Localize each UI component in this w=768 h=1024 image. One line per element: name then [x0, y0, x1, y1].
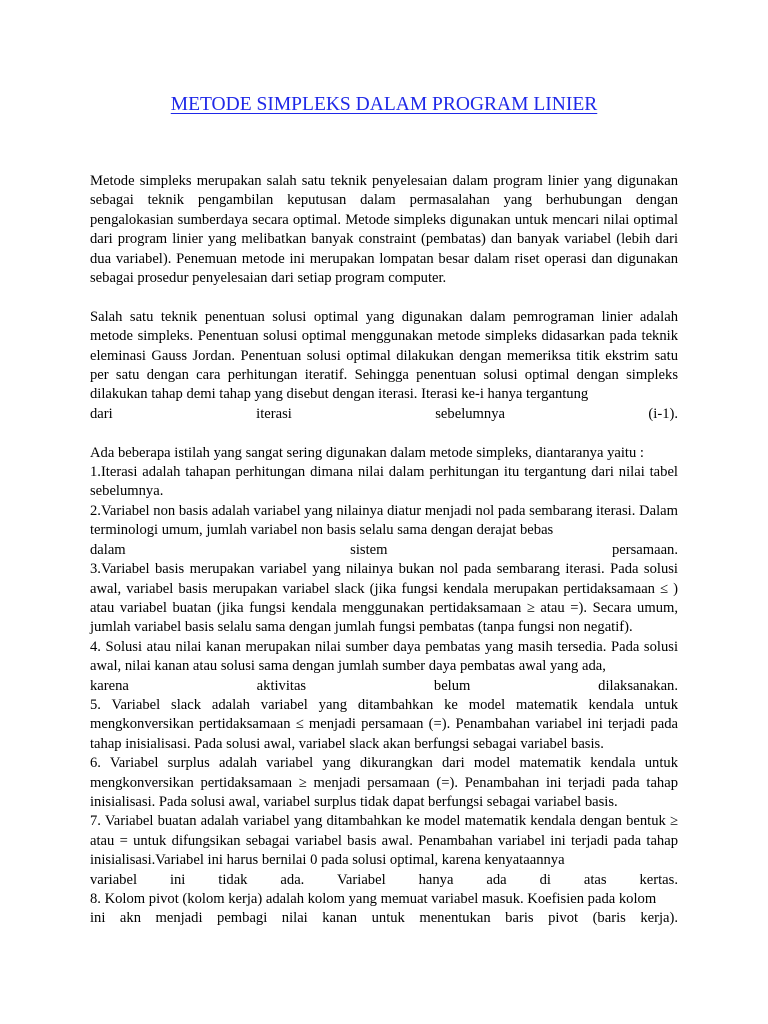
term-item-4-last-line: karena aktivitas belum dilaksanakan. — [90, 677, 678, 694]
term-item-4-text: 4. Solusi atau nilai kanan merupakan nilai sumber daya pembatas yang masih tersedia. Pada solusi awal, nilai kanan atau solusi sama dengan jumlah sumber daya pembatas awal yang ada, — [90, 638, 678, 675]
document-title — [90, 92, 678, 118]
paragraph-2-last-line: dari iterasi sebelumnya (i-1). — [90, 405, 678, 422]
term-item-6: 6. Variabel surplus adalah variabel yang dikurangkan dari model matematik kendala untuk mengkonversikan pertidaksamaan ≥ menjadi persamaan (=). Penambahan ini terjadi pada tahap inisialisasi. Pada solusi awal, variabel surplus tidak dapat berfungsi sebagai variabel basis. — [90, 755, 678, 810]
term-item-4 — [90, 638, 678, 696]
term-item-8 — [90, 890, 678, 929]
paragraph-2-text: Salah satu teknik penentuan solusi optimal yang digunakan dalam pemrograman linier adalah metode simpleks. Penentuan solusi optimal menggunakan metode simpleks didasarkan pada teknik eleminasi Gauss Jordan. Penentuan solusi optimal dilakukan dengan memeriksa titik ekstrim satu per satu dengan cara perhitungan iteratif. Sehingga penentuan solusi optimal dengan simpleks dilakukan tahap demi tahap yang disebut dengan iterasi. Iterasi ke-i hanya tergantung — [90, 308, 678, 403]
term-item-8-text: 8. Kolom pivot (kolom kerja) adalah kolom yang memuat variabel masuk. Koefisien pada kolom — [90, 891, 657, 907]
term-item-2-last-line: dalam sistem persamaan. — [90, 541, 678, 558]
term-item-7-text: 7. Variabel buatan adalah variabel yang ditambahkan ke model matematik kendala dengan bentuk ≥ atau = untuk difungsikan sebagai variabel basis awal. Penambahan variabel ini terjadi pada tahap inisialisasi.Variabel ini harus bernilai 0 pada solusi optimal, karena kenyataannya — [90, 813, 678, 869]
title-link[interactable]: METODE SIMPLEKS DALAM PROGRAM LINIER — [170, 94, 598, 115]
term-item-8-last-line: ini akn menjadi pembagi nilai kanan untuk menentukan baris pivot (baris kerja). — [90, 910, 678, 927]
term-item-7 — [90, 812, 678, 890]
paragraph-1: Metode simpleks merupakan salah satu teknik penyelesaian dalam program linier yang digunakan sebagai teknik pengambilan keputusan dalam permasalahan yang berhubungan dengan pengalokasian sumberdaya secara optimal. Metode simpleks digunakan untuk mencari nilai optimal dari program linier yang melibatkan banyak constraint (pembatas) dan banyak variabel (lebih dari dua variabel). Penemuan metode ini merupakan lompatan besar dalam riset operasi dan digunakan sebagai prosedur penyelesaian dari setiap program computer. — [90, 173, 678, 287]
terms-section — [90, 444, 678, 929]
term-item-2-text: 2.Variabel non basis adalah variabel yang nilainya diatur menjadi nol pada sembarang iterasi. Dalam terminologi umum, jumlah variabel non basis selalu sama dengan derajat bebas — [90, 502, 678, 539]
term-item-2 — [90, 502, 678, 560]
term-item-7-last-line: variabel ini tidak ada. Variabel hanya ada di atas kertas. — [90, 871, 678, 888]
paragraph-2 — [90, 308, 678, 424]
terms-intro: Ada beberapa istilah yang sangat sering digunakan dalam metode simpleks, diantaranya yaitu : — [90, 444, 644, 461]
document-body — [90, 172, 678, 929]
term-item-5: 5. Variabel slack adalah variabel yang ditambahkan ke model matematik kendala untuk mengkonversikan pertidaksamaan ≤ menjadi persamaan (=). Penambahan variabel ini terjadi pada tahap inisialisasi. Pada solusi awal, variabel slack akan berfungsi sebagai variabel basis. — [90, 696, 678, 752]
term-item-1: 1.Iterasi adalah tahapan perhitungan dimana nilai dalam perhitungan itu tergantung dari nilai tabel sebelumnya. — [90, 464, 678, 500]
term-item-3: 3.Variabel basis merupakan variabel yang nilainya bukan nol pada sembarang iterasi. Pada solusi awal, variabel basis merupakan variabel slack (jika fungsi kendala merupakan pertidaksamaan ≤ ) atau variabel buatan (jika fungsi kendala menggunakan pertidaksamaan ≥ atau =). Secara umum, jumlah variabel basis selalu sama dengan jumlah fungsi pembatas (tanpa fungsi non negatif). — [90, 561, 678, 636]
